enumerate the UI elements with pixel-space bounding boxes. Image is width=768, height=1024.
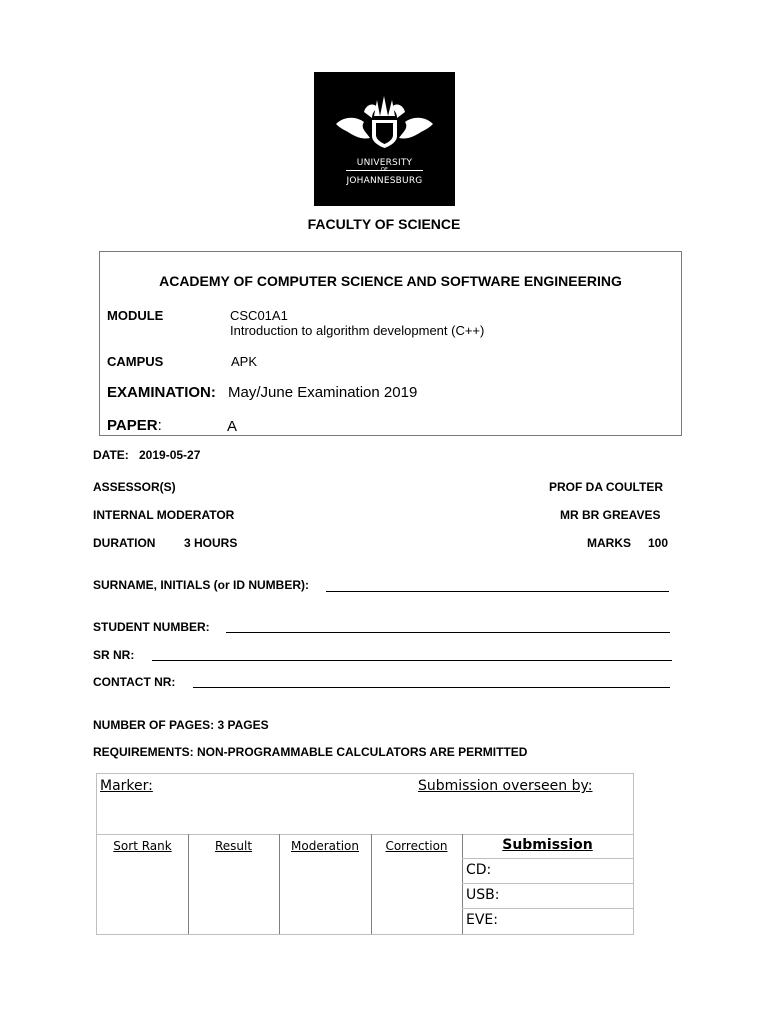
contact-nr-input-line[interactable] — [193, 687, 670, 688]
date-label: DATE: — [93, 448, 129, 462]
submission-header: Submission — [502, 837, 593, 853]
requirements: REQUIREMENTS: NON-PROGRAMMABLE CALCULATORS ARE PERMITTED — [93, 745, 528, 759]
logo-text-university: UNIVERSITY — [356, 158, 413, 168]
number-of-pages: NUMBER OF PAGES: 3 PAGES — [93, 718, 269, 732]
submission-row-divider — [462, 908, 633, 909]
sr-nr-label: SR NR: — [93, 648, 135, 662]
paper-label-text: PAPER — [107, 417, 158, 434]
duration-value: 3 HOURS — [184, 536, 238, 550]
examination-value: May/June Examination 2019 — [228, 384, 418, 401]
submission-eve: EVE: — [466, 912, 498, 928]
date-value: 2019-05-27 — [139, 448, 201, 462]
campus-label: CAMPUS — [107, 354, 164, 369]
assessor-label: ASSESSOR(S) — [93, 480, 176, 494]
sr-nr-input-line[interactable] — [152, 660, 672, 661]
submission-row-divider — [462, 883, 633, 884]
module-label: MODULE — [107, 308, 164, 323]
submission-cd: CD: — [466, 862, 492, 878]
submission-usb: USB: — [466, 887, 500, 903]
examination-label: EXAMINATION: — [107, 384, 216, 401]
university-logo — [314, 72, 455, 206]
faculty-title: FACULTY OF SCIENCE — [307, 216, 461, 232]
duration-label: DURATION — [93, 536, 156, 550]
paper-label-colon: : — [157, 417, 162, 434]
submission-row-divider — [462, 858, 633, 859]
table-divider — [97, 834, 633, 835]
campus-value: APK — [231, 354, 258, 369]
module-code: CSC01A1 — [230, 308, 288, 323]
student-number-label: STUDENT NUMBER: — [93, 620, 210, 634]
marker-table — [96, 773, 634, 935]
module-name: Introduction to algorithm development (C++) — [230, 323, 485, 338]
moderator-value: MR BR GREAVES — [560, 508, 661, 522]
surname-input-line[interactable] — [326, 591, 669, 592]
module-info-box — [99, 251, 682, 436]
column-header-sort-rank: Sort Rank — [113, 839, 172, 853]
contact-nr-label: CONTACT NR: — [93, 675, 176, 689]
academy-heading: ACADEMY OF COMPUTER SCIENCE AND SOFTWARE ENGINEERING — [159, 273, 622, 289]
marks-value: 100 — [648, 536, 669, 550]
student-number-input-line[interactable] — [226, 632, 670, 633]
column-header-result: Result — [214, 839, 253, 853]
paper-value: A — [227, 418, 238, 435]
logo-text-johannesburg: JOHANNESBURG — [346, 176, 423, 186]
logo-text-of: OF — [380, 167, 389, 173]
moderator-label: INTERNAL MODERATOR — [93, 508, 235, 522]
marks-label: MARKS — [587, 536, 631, 550]
column-header-correction: Correction — [385, 839, 448, 853]
marker-label: Marker: — [100, 778, 153, 794]
assessor-value: PROF DA COULTER — [549, 480, 663, 494]
overseen-label: Submission overseen by: — [418, 778, 593, 794]
column-header-moderation: Moderation — [291, 839, 359, 853]
surname-label: SURNAME, INITIALS (or ID NUMBER): — [93, 578, 309, 592]
paper-label — [107, 417, 162, 434]
